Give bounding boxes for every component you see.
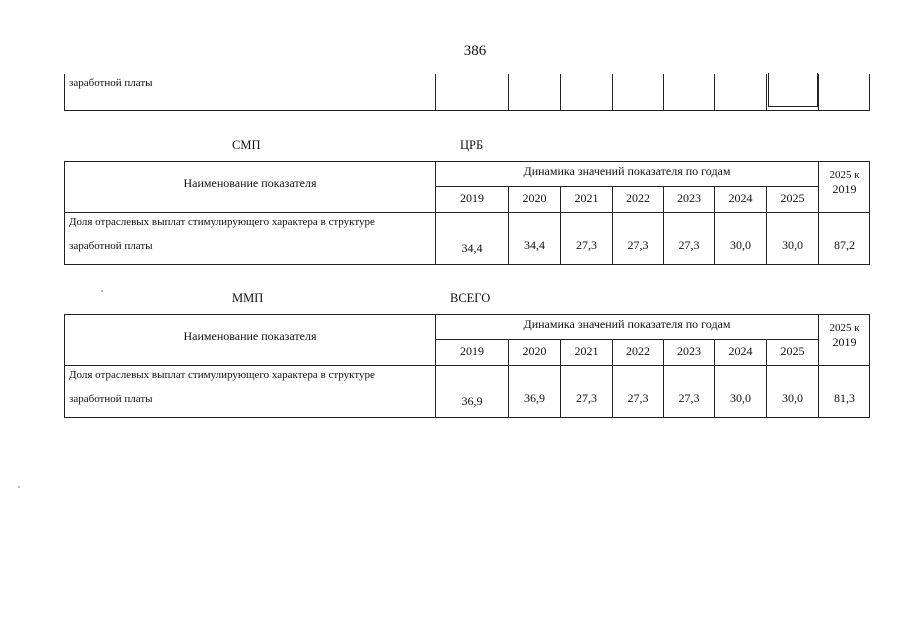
value-cell <box>663 366 714 417</box>
year-header-text: 2022 <box>626 344 650 358</box>
year-header-text: 2021 <box>574 344 599 358</box>
section-right-label: ВСЕГО <box>450 291 491 305</box>
ratio-value-text: 87,2 <box>834 238 855 252</box>
section-left-label: СМП <box>232 138 261 152</box>
value-cell <box>714 366 766 417</box>
year-header-text: 2020 <box>522 191 547 205</box>
year-header-text: 2023 <box>677 191 701 205</box>
value-text: 36,9 <box>461 394 483 408</box>
ratio-header <box>818 162 870 213</box>
year-header <box>612 340 663 366</box>
continuation-empty-cell <box>508 74 560 110</box>
year-header-text: 2020 <box>522 344 547 358</box>
indicator-name-header <box>65 315 435 366</box>
value-cell <box>435 366 508 417</box>
year-header-text: 2024 <box>728 344 753 358</box>
value-cell <box>612 366 663 417</box>
value-text: 30,0 <box>730 238 751 252</box>
section-left-label: ММП <box>232 291 264 305</box>
indicator-row-label-line2: заработной платы <box>69 240 153 252</box>
continuation-row-label: заработной платы <box>69 77 153 89</box>
continuation-table <box>64 74 870 111</box>
value-text: 36,9 <box>524 391 545 405</box>
value-text: 30,0 <box>782 238 803 252</box>
ratio-header-line2: 2019 <box>832 335 857 349</box>
year-header-text: 2019 <box>460 344 484 358</box>
year-header <box>663 187 714 213</box>
value-cell <box>766 366 818 417</box>
ratio-value-cell <box>818 366 870 417</box>
year-header <box>508 340 560 366</box>
year-header <box>435 187 508 213</box>
dynamics-header <box>435 315 818 340</box>
value-text: 27,3 <box>678 391 700 405</box>
year-header <box>714 340 766 366</box>
continuation-empty-cell <box>663 74 714 110</box>
value-cell <box>766 213 818 264</box>
value-cell <box>560 366 612 417</box>
value-cell <box>435 213 508 264</box>
year-header-text: 2024 <box>728 191 753 205</box>
ratio-header-line2: 2019 <box>832 182 857 196</box>
year-header <box>766 187 818 213</box>
value-text: 27,3 <box>576 391 597 405</box>
year-header-text: 2019 <box>460 191 484 205</box>
value-cell <box>612 213 663 264</box>
ratio-header-line1: 2025 к <box>829 169 860 181</box>
value-cell <box>560 213 612 264</box>
continuation-empty-cell <box>435 74 508 110</box>
value-text: 27,3 <box>627 391 649 405</box>
continuation-empty-cell <box>766 74 818 110</box>
year-header-text: 2021 <box>574 191 599 205</box>
scan-speck <box>18 486 20 488</box>
indicator-row-label-cell <box>65 213 435 264</box>
value-text: 30,0 <box>782 391 803 405</box>
page-number: 386 <box>463 43 487 59</box>
ratio-value-cell <box>818 213 870 264</box>
indicator-table <box>64 314 870 418</box>
value-text: 34,4 <box>461 241 483 255</box>
indicator-name-header-text: Наименование показателя <box>183 329 317 343</box>
value-text: 34,4 <box>524 238 545 252</box>
section-right-label: ЦРБ <box>460 138 484 152</box>
value-cell <box>663 213 714 264</box>
indicator-name-header-text: Наименование показателя <box>183 176 317 190</box>
continuation-empty-cell <box>560 74 612 110</box>
ratio-header <box>818 315 870 366</box>
continuation-empty-cell <box>612 74 663 110</box>
value-text: 27,3 <box>627 238 649 252</box>
year-header <box>766 340 818 366</box>
indicator-row-label-line1: Доля отраслевых выплат стимулирующего характера в структуре <box>69 369 375 381</box>
dynamics-header-text: Динамика значений показателя по годам <box>523 164 731 178</box>
year-header-text: 2023 <box>677 344 701 358</box>
indicator-table <box>64 161 870 265</box>
indicator-row-label-line1: Доля отраслевых выплат стимулирующего характера в структуре <box>69 216 375 228</box>
year-header-text: 2022 <box>626 191 650 205</box>
continuation-empty-cell <box>818 74 870 110</box>
dynamics-header-text: Динамика значений показателя по годам <box>523 317 731 331</box>
indicator-row-label-line2: заработной платы <box>69 393 153 405</box>
year-header-text: 2025 <box>780 344 805 358</box>
year-header <box>714 187 766 213</box>
value-cell <box>508 366 560 417</box>
continuation-empty-cell <box>714 74 766 110</box>
value-cell <box>714 213 766 264</box>
ratio-header-line1: 2025 к <box>829 322 860 334</box>
ratio-value-text: 81,3 <box>834 391 855 405</box>
continuation-inner-box <box>768 73 818 107</box>
year-header-text: 2025 <box>780 191 805 205</box>
year-header <box>663 340 714 366</box>
indicator-row-label-cell <box>65 366 435 417</box>
value-cell <box>508 213 560 264</box>
year-header <box>560 187 612 213</box>
value-text: 30,0 <box>730 391 751 405</box>
scan-speck <box>101 290 103 292</box>
year-header <box>435 340 508 366</box>
value-text: 27,3 <box>576 238 597 252</box>
indicator-name-header <box>65 162 435 213</box>
year-header <box>612 187 663 213</box>
year-header <box>560 340 612 366</box>
year-header <box>508 187 560 213</box>
continuation-row-label-cell <box>65 74 435 110</box>
value-text: 27,3 <box>678 238 700 252</box>
dynamics-header <box>435 162 818 187</box>
